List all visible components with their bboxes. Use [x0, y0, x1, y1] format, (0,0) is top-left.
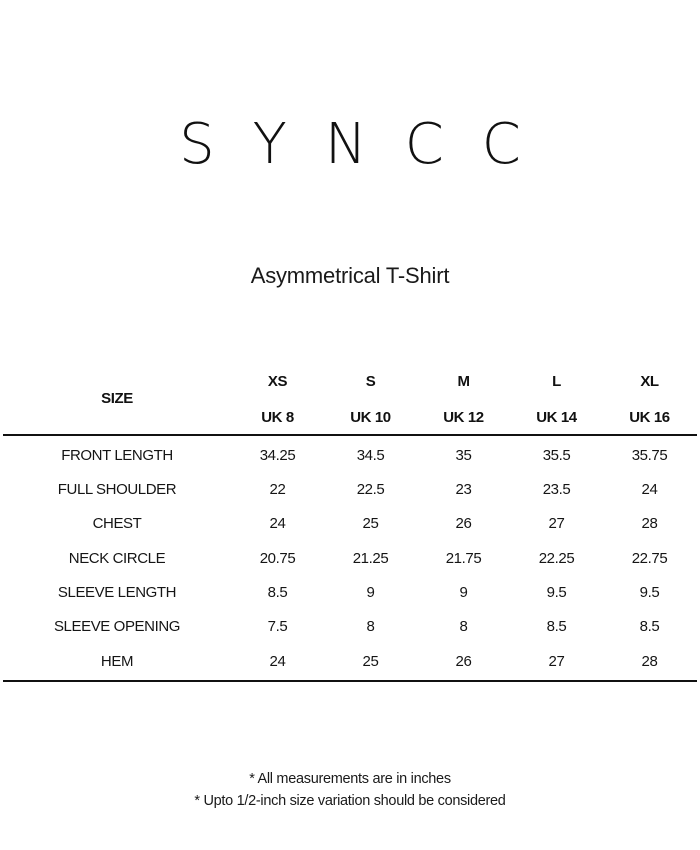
measure-value: 25	[362, 515, 379, 533]
measure-value: 8	[459, 618, 468, 636]
measure-value: 34.5	[356, 446, 385, 464]
footnote-variation: * Upto 1/2-inch size variation should be considered	[194, 793, 506, 809]
measure-value: 22.75	[631, 549, 668, 567]
table-row	[3, 472, 697, 506]
size-header-xs: XS	[267, 372, 288, 390]
size-header-s: S	[365, 372, 376, 390]
uk-size-m: UK 12	[417, 400, 510, 435]
measure-label: CHEST	[92, 515, 142, 533]
measure-value: 35	[455, 446, 472, 464]
table-row	[3, 507, 697, 541]
size-label-row	[3, 362, 697, 400]
spacer-cell	[696, 507, 697, 541]
measure-value: 24	[641, 480, 658, 498]
size-chart-table	[3, 362, 697, 682]
size-header-l: L	[552, 372, 561, 390]
measure-value: 27	[510, 644, 603, 681]
measure-value: 23.5	[542, 480, 571, 498]
spacer-cell	[696, 435, 697, 472]
spacer-cell	[696, 362, 697, 435]
measure-value: 28	[603, 644, 696, 681]
footnotes	[0, 768, 700, 812]
measure-value: 27	[548, 515, 565, 533]
table-row	[3, 541, 697, 575]
measure-label: NECK CIRCLE	[68, 549, 166, 567]
measure-value: 8.5	[546, 618, 567, 636]
size-column-header: SIZE	[3, 362, 231, 435]
measure-value: 34.25	[259, 446, 296, 464]
footnote-units: * All measurements are in inches	[249, 771, 451, 787]
measure-value: 22.25	[538, 549, 575, 567]
measure-value: 22.5	[356, 480, 385, 498]
measure-value: 24	[269, 515, 286, 533]
measure-value: 21.75	[445, 549, 482, 567]
table-row	[3, 575, 697, 609]
measure-value: 24	[231, 644, 324, 681]
measure-value: 26	[455, 515, 472, 533]
spacer-cell	[696, 609, 697, 643]
spacer-cell	[696, 472, 697, 506]
spacer-cell	[696, 541, 697, 575]
uk-size-xs: UK 8	[231, 400, 324, 435]
uk-size-xl: UK 16	[603, 400, 696, 435]
measure-label: FULL SHOULDER	[57, 480, 177, 498]
measure-value: 23	[455, 480, 472, 498]
measure-value: 35.75	[631, 446, 668, 464]
measure-value: 26	[417, 644, 510, 681]
measure-value: 25	[324, 644, 417, 681]
size-header-m: M	[457, 372, 470, 390]
spacer-cell	[696, 575, 697, 609]
uk-size-s: UK 10	[324, 400, 417, 435]
product-title: Asymmetrical T-Shirt	[250, 263, 450, 288]
measure-value: 35.5	[542, 446, 571, 464]
spacer-cell	[696, 644, 697, 681]
measure-value: 7.5	[267, 618, 288, 636]
measure-value: 20.75	[259, 549, 296, 567]
table-row	[3, 609, 697, 643]
uk-size-l: UK 14	[510, 400, 603, 435]
brand-logo: SYNCC	[179, 112, 559, 177]
measure-label: HEM	[3, 644, 231, 681]
table-row	[3, 644, 697, 681]
measure-value: 28	[641, 515, 658, 533]
size-header-xl: XL	[640, 372, 659, 390]
measure-value: 22	[269, 480, 286, 498]
measure-value: 8.5	[267, 583, 288, 601]
measure-value: 21.25	[352, 549, 389, 567]
measure-label: FRONT LENGTH	[61, 446, 173, 464]
table-row	[3, 435, 697, 472]
measure-label: SLEEVE OPENING	[53, 618, 181, 636]
measure-label: SLEEVE LENGTH	[57, 583, 177, 601]
measure-value: 8	[366, 618, 375, 636]
measure-value: 9	[459, 583, 468, 601]
measure-value: 9.5	[546, 583, 567, 601]
measure-value: 9	[366, 583, 375, 601]
measure-value: 9.5	[639, 583, 660, 601]
measure-value: 8.5	[639, 618, 660, 636]
